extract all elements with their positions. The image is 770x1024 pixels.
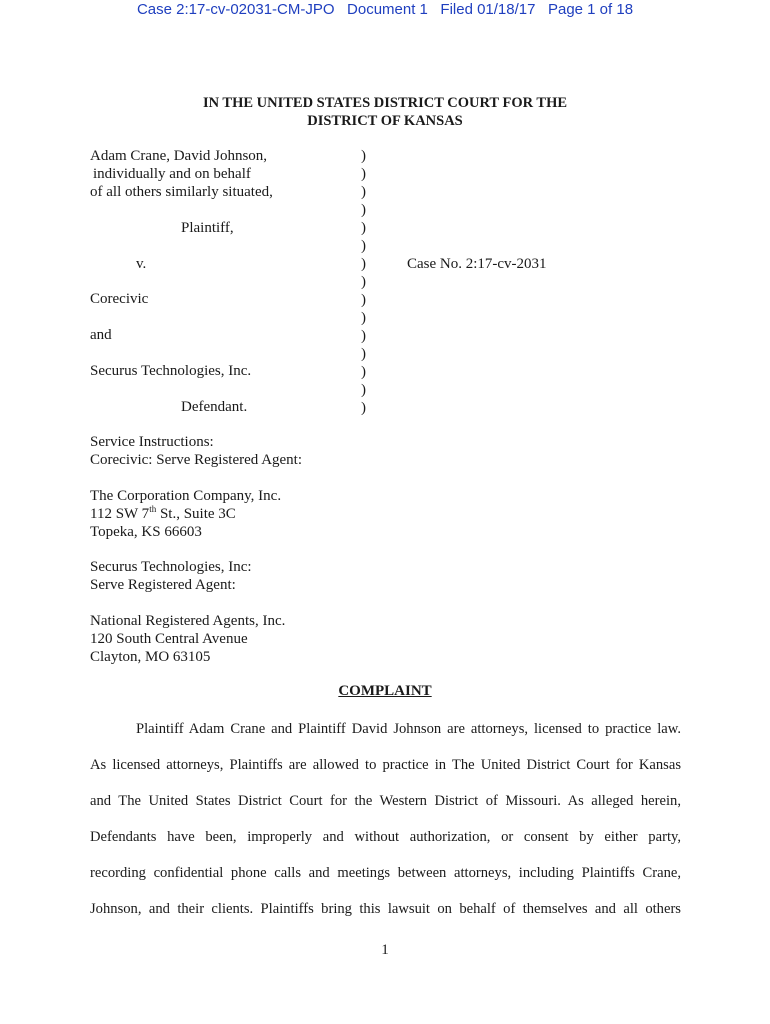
corp-street-number: 112 SW 7: [90, 506, 150, 522]
nra-name: National Registered Agents, Inc.: [90, 613, 286, 629]
court-filing-stamp: Case 2:17-cv-02031-CM-JPO Document 1 Filed 01/18/17 Page 1 of 18: [136, 1, 634, 18]
caption-paren: ): [361, 202, 366, 218]
corp-street: [90, 505, 236, 523]
court-title-line-1: IN THE UNITED STATES DISTRICT COURT FOR THE: [202, 95, 568, 111]
caption-paren: ): [361, 364, 366, 380]
complaint-heading: COMPLAINT: [338, 683, 432, 699]
caption-paren: ): [361, 220, 366, 236]
versus: v.: [136, 256, 147, 272]
defendant-role: Defendant.: [181, 399, 248, 415]
caption-parentheses: [361, 147, 366, 417]
caption-paren: ): [361, 166, 366, 182]
complaint-line: As licensed attorneys, Plaintiffs are allowed to practice in The United District Court for Kansas: [90, 757, 681, 773]
caption-paren: ): [361, 256, 366, 272]
caption-paren: ): [361, 310, 366, 326]
complaint-line: Johnson, and their clients. Plaintiffs bring this lawsuit on behalf of themselves and all others: [90, 901, 681, 917]
corp-city: Topeka, KS 66603: [90, 524, 202, 540]
complaint-line: Defendants have been, improperly and without authorization, or consent by either party,: [90, 829, 681, 845]
nra-street: 120 South Central Avenue: [90, 631, 248, 647]
plaintiffs-line-2: individually and on behalf: [93, 166, 251, 182]
caption-paren: ): [361, 400, 366, 416]
caption-paren: ): [361, 328, 366, 344]
caption-paren: ): [361, 274, 366, 290]
caption-paren: ): [361, 184, 366, 200]
defendant-1: Corecivic: [90, 291, 149, 307]
corp-street-ordinal: th: [149, 504, 157, 514]
plaintiffs-line-1: Adam Crane, David Johnson,: [90, 148, 268, 164]
and-conjunction: and: [90, 327, 112, 343]
service-heading: Service Instructions:: [90, 434, 214, 450]
securus-name: Securus Technologies, Inc:: [90, 559, 252, 575]
caption-paren: ): [361, 382, 366, 398]
securus-agent: Serve Registered Agent:: [90, 577, 236, 593]
court-title: [0, 94, 770, 130]
caption-paren: ): [361, 292, 366, 308]
plaintiff-role: Plaintiff,: [181, 220, 234, 236]
caption-paren: ): [361, 148, 366, 164]
corp-name: The Corporation Company, Inc.: [90, 488, 282, 504]
complaint-line: and The United States District Court for the Western District of Missouri. As alleged herein,: [90, 793, 681, 809]
page-number: 1: [381, 942, 389, 958]
caption-paren: ): [361, 238, 366, 254]
corecivic-agent: Corecivic: Serve Registered Agent:: [90, 452, 303, 468]
complaint-paragraph: [90, 711, 681, 927]
defendant-2: Securus Technologies, Inc.: [90, 363, 252, 379]
plaintiffs-line-3: of all others similarly situated,: [90, 184, 273, 200]
court-title-line-2: DISTRICT OF KANSAS: [307, 113, 463, 129]
caption-paren: ): [361, 346, 366, 362]
complaint-line: recording confidential phone calls and meetings between attorneys, including Plaintiffs Crane,: [90, 865, 681, 881]
complaint-line: Plaintiff Adam Crane and Plaintiff David Johnson are attorneys, licensed to practice law.: [136, 721, 681, 737]
case-number: Case No. 2:17-cv-2031: [407, 256, 547, 272]
nra-city: Clayton, MO 63105: [90, 649, 211, 665]
corp-street-rest: St., Suite 3C: [156, 506, 236, 522]
